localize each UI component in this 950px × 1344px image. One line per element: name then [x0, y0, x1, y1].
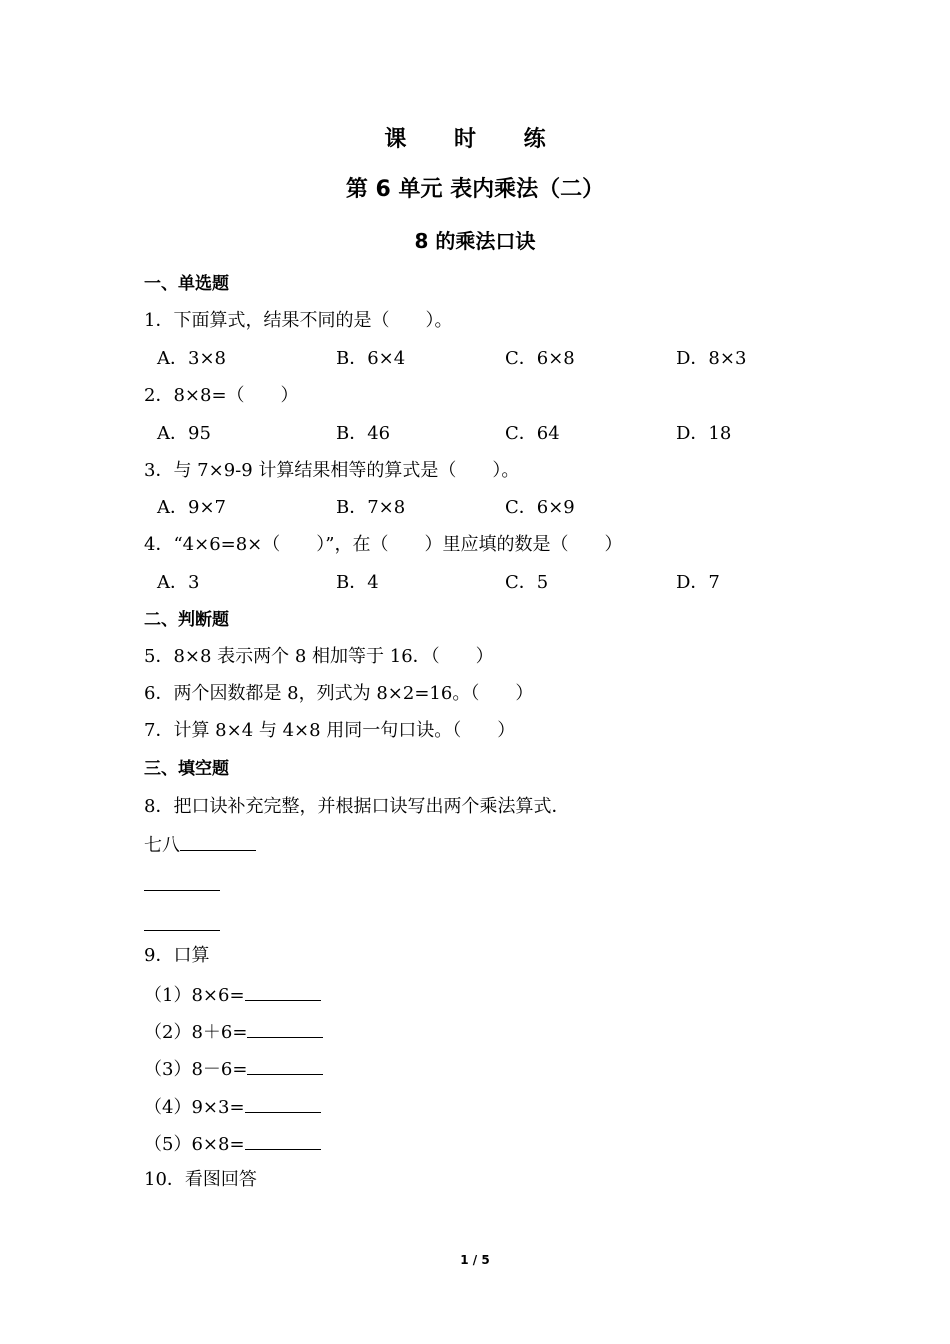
option: D．7 — [676, 572, 720, 593]
answer-blank[interactable] — [247, 1019, 323, 1038]
option: C．64 — [505, 423, 560, 444]
option: B．4 — [336, 572, 379, 593]
question-6-stem: 6．两个因数都是 8，列式为 8×2=16。（ ） — [144, 683, 534, 704]
answer-blank[interactable] — [144, 889, 220, 891]
question-8-prompt — [144, 832, 256, 858]
question-8-stem: 8．把口诀补充完整，并根据口诀写出两个乘法算式． — [144, 796, 570, 817]
item-text: （5）6×8= — [144, 1134, 245, 1155]
mental-math-item — [144, 1131, 321, 1157]
answer-blank[interactable] — [180, 832, 256, 851]
question-7-stem: 7．计算 8×4 与 4×8 用同一句口诀。（ ） — [144, 720, 516, 741]
option: D．18 — [676, 423, 732, 444]
section-heading: 一、单选题 — [144, 274, 229, 294]
section-heading: 二、判断题 — [144, 610, 229, 630]
option: A．9×7 — [157, 497, 226, 518]
answer-blank[interactable] — [245, 1131, 321, 1150]
question-1-stem: 1．下面算式，结果不同的是（ ）。 — [144, 310, 453, 331]
answer-blank[interactable] — [245, 1094, 321, 1113]
page-number: 1 / 5 — [460, 1253, 490, 1267]
item-text: （2）8＋6= — [144, 1022, 248, 1043]
answer-blank[interactable] — [245, 982, 321, 1001]
page-title: 课 时 练 — [384, 127, 566, 152]
option: C．5 — [505, 572, 549, 593]
option: A．3 — [157, 572, 200, 593]
mental-math-item — [144, 1056, 323, 1082]
question-5-stem: 5．8×8 表示两个 8 相加等于 16．（ ） — [144, 646, 494, 667]
question-10-stem: 10．看图回答 — [144, 1169, 257, 1190]
option: D．8×3 — [676, 348, 747, 369]
option: B．46 — [336, 423, 391, 444]
prompt-text: 七八 — [144, 835, 180, 856]
unit-title: 第 6 单元 表内乘法（二） — [345, 177, 605, 202]
option: B．6×4 — [336, 348, 406, 369]
mental-math-item — [144, 1094, 321, 1120]
section-heading: 三、填空题 — [144, 759, 229, 779]
option: A．95 — [157, 423, 211, 444]
mental-math-item — [144, 1019, 323, 1045]
item-text: （4）9×3= — [144, 1097, 245, 1118]
question-4-stem: 4．“4×6=8×（ ）”，在（ ）里应填的数是（ ） — [144, 534, 623, 555]
option: B．7×8 — [336, 497, 406, 518]
option: C．6×9 — [505, 497, 575, 518]
question-9-stem: 9．口算 — [144, 945, 210, 966]
mental-math-item — [144, 982, 321, 1008]
option: C．6×8 — [505, 348, 575, 369]
answer-blank[interactable] — [144, 929, 220, 931]
lesson-title: 8 的乘法口诀 — [414, 229, 536, 253]
item-text: （1）8×6= — [144, 985, 245, 1006]
item-text: （3）8－6= — [144, 1059, 248, 1080]
question-3-stem: 3．与 7×9-9 计算结果相等的算式是（ ）。 — [144, 460, 520, 481]
question-2-stem: 2．8×8=（ ） — [144, 385, 299, 406]
option: A．3×8 — [157, 348, 226, 369]
answer-blank[interactable] — [247, 1056, 323, 1075]
